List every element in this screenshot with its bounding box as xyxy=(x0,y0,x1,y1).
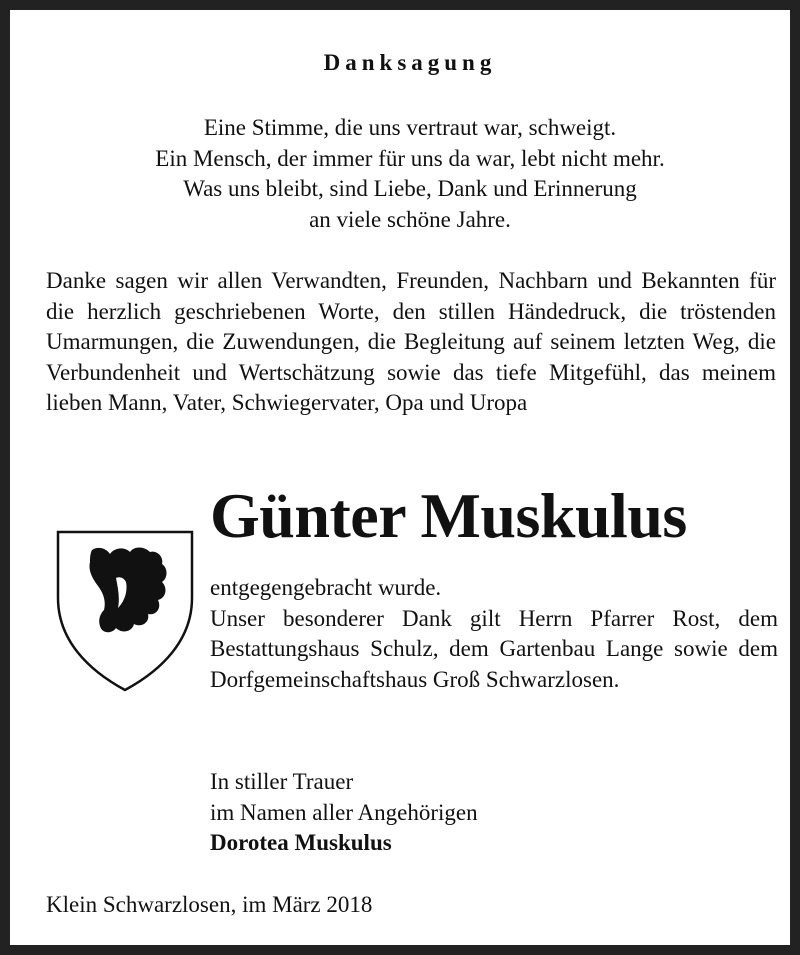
verse-line: Ein Mensch, der immer für uns da war, lebt nicht mehr. xyxy=(155,145,665,171)
thanks-paragraph: Danke sagen wir allen Verwandten, Freunden, Nachbarn und Bekannten für die herzlich geschriebenen Worte, den stillen Händedruck, die tröstenden Umarmungen, die Zuwendungen, die Begleitung auf seinem letzten Weg, die Verbundenheit und Wertschätzung sowie das tiefe Mitgefühl, das meinem lieben Mann, Vater, Schwiegervater, Opa und Uropa xyxy=(46,268,776,415)
place-date: Klein Schwarzlosen, im März 2018 xyxy=(46,892,373,917)
memorial-verse xyxy=(10,113,800,235)
special-thanks xyxy=(210,573,778,695)
mourning-line: In stiller Trauer xyxy=(210,769,354,794)
notice-title: Danksagung xyxy=(323,50,497,75)
body-line: entgegengebracht wurde. xyxy=(210,575,442,600)
verse-line: Was uns bleibt, sind Liebe, Dank und Erinnerung xyxy=(183,176,637,201)
mourning-signature xyxy=(210,767,478,859)
coat-of-arms-shield-icon xyxy=(54,528,196,694)
special-thanks-text: Unser besonderer Dank gilt Herrn Pfarrer Rost, dem Bestattungshaus Schulz, dem Gartenbau Lange sowie dem Dorfgemeinschaftshaus Groß Schwarzlosen. xyxy=(210,605,778,692)
mourning-line: im Namen aller Angehörigen xyxy=(210,799,478,825)
verse-line: Eine Stimme, die uns vertraut war, schweigt. xyxy=(203,115,617,140)
verse-line: an viele schöne Jahre. xyxy=(309,206,511,232)
deceased-name: Günter Muskulus xyxy=(210,480,687,551)
signer-name: Dorotea Muskulus xyxy=(210,830,392,855)
